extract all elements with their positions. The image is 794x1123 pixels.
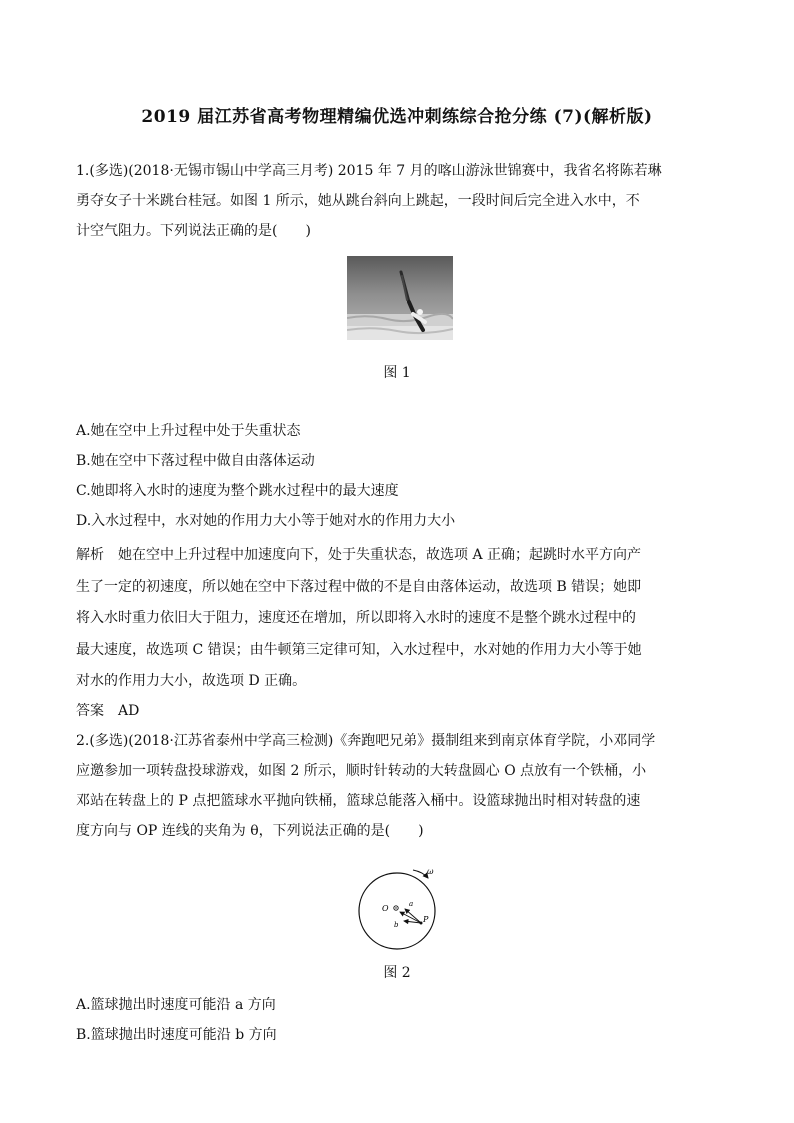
option-a: A.她在空中上升过程中处于失重状态 (76, 423, 301, 439)
question-1-line: 计空气阻力。下列说法正确的是( ) (76, 223, 311, 239)
point-p-label: P (423, 915, 429, 924)
question-1-line: 勇夺女子十米跳台桂冠。如图 1 所示，她从跳台斜向上跳起，一段时间后完全进入水中，不 (76, 193, 640, 209)
question-1-answer: 答案 AD (76, 703, 140, 719)
figure-2-turntable-diagram (355, 866, 440, 951)
question-1-analysis (76, 540, 726, 698)
rotation-arrow (413, 870, 428, 878)
option-d: D.入水过程中，水对她的作用力大小等于她对水的作用力大小 (76, 513, 456, 529)
option-c: C.她即将入水时的速度为整个跳水过程中的最大速度 (76, 483, 399, 499)
figure-1-caption: 图 1 (383, 365, 411, 381)
figure-1-diver-photo (347, 256, 453, 340)
option-a: A.篮球抛出时速度可能沿 a 方向 (76, 997, 276, 1013)
turntable-circle (359, 873, 435, 949)
option-b: B.篮球抛出时速度可能沿 b 方向 (76, 1027, 277, 1043)
option-b: B.她在空中下落过程中做自由落体运动 (76, 453, 315, 469)
question-2-stem (76, 726, 726, 846)
analysis-line: 最大速度，故选项 C 错误；由牛顿第三定律可知，入水过程中，水对她的作用力大小等于她 (76, 641, 642, 658)
question-2-line: 2.(多选)(2018·江苏省泰州中学高三检测)《奔跑吧兄弟》摄制组来到南京体育学院，小邓同学 (76, 733, 656, 749)
question-2-line: 度方向与 OP 连线的夹角为 θ，下列说法正确的是( ) (76, 823, 424, 839)
question-2-line: 应邀参加一项转盘投球游戏，如图 2 所示，顺时针转动的大转盘圆心 O 点放有一个铁桶，小 (76, 763, 647, 779)
question-1-options (76, 416, 726, 536)
point-o-label: O (382, 904, 389, 913)
analysis-line: 对水的作用力大小，故选项 D 正确。 (76, 673, 307, 689)
vector-b-label: b (394, 921, 399, 929)
document-title: 2019 届江苏省高考物理精编优选冲刺练综合抢分练 (7)(解析版) (141, 107, 653, 127)
omega-label: ω (427, 867, 434, 876)
question-2-options (76, 990, 726, 1050)
analysis-line: 生了一定的初速度，所以她在空中下落过程中做的不是自由落体运动，故选项 B 错误；她即 (76, 578, 642, 595)
vector-a-label: a (409, 900, 414, 908)
question-1-stem (76, 156, 726, 246)
analysis-line: 将入水时重力依旧大于阻力，速度还在增加，所以即将入水时的速度不是整个跳水过程中的 (76, 610, 636, 626)
figure-2-caption: 图 2 (383, 965, 411, 981)
analysis-line: 解析 她在空中上升过程中加速度向下，处于失重状态，故选项 A 正确；起跳时水平方向产 (76, 547, 642, 563)
question-1-line: 1.(多选)(2018·无锡市锡山中学高三月考) 2015 年 7 月的喀山游泳世锦赛中，我省名将陈若琳 (76, 163, 662, 179)
question-2-line: 邓站在转盘上的 P 点把篮球水平抛向铁桶，篮球总能落入桶中。设篮球抛出时相对转盘的速 (76, 793, 641, 809)
